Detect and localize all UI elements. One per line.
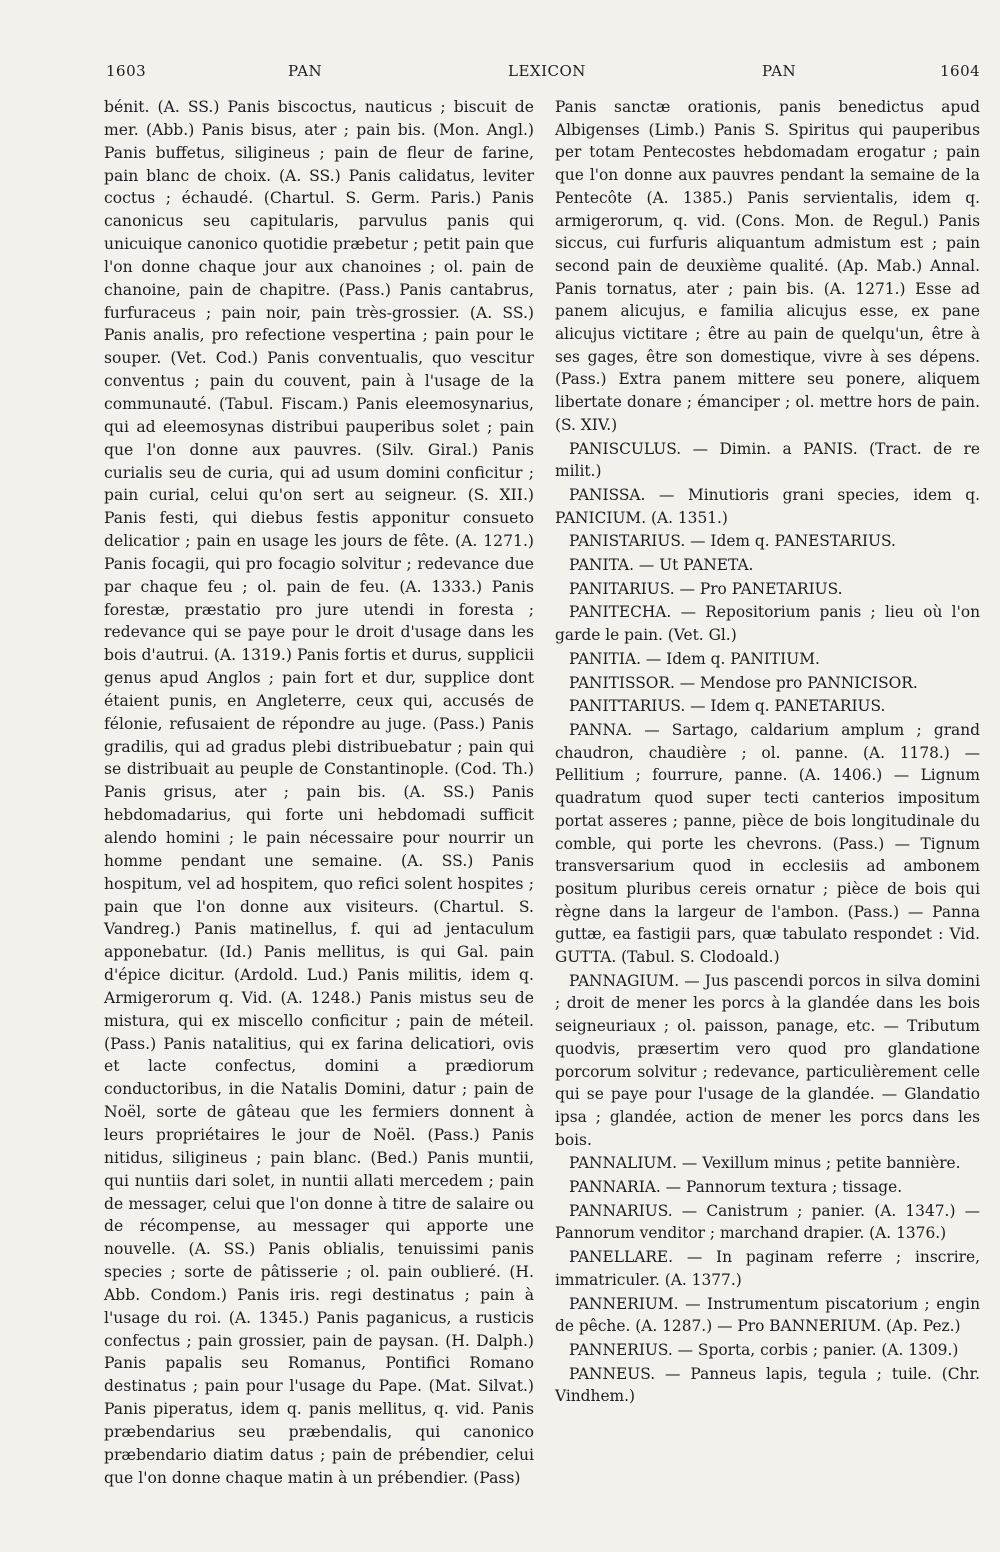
right-column (555, 96, 980, 1408)
entry-paniscuIus: PANISCULUS. — Dimin. a PANIS. (Tract. de re milit.) (555, 439, 980, 481)
entry-pannagium: PANNAGIUM. — Jus pascendi porcos in silva domini ; droit de mener les porcs à la glandée dans les bois seigneuriaux ; ol. paisson, panage, etc. — Tributum quodvis, præsertim vero quod pro glandatione porcorum solvitur ; redevance, particulièrement celle qui se paye pour l'usage de la glandée. — Glandatio ipsa ; glandée, action de mener les porcs dans les bois. (555, 971, 980, 1149)
entry-panitarius: PANITARIUS. — Pro PANETARIUS. (569, 579, 843, 598)
running-header (0, 62, 1000, 86)
entry-panitissor: PANITISSOR. — Mendose pro PANNICISOR. (569, 673, 918, 692)
page-number-right: 1604 (940, 62, 981, 80)
entry-panita: PANITA. — Ut PANETA. (569, 556, 754, 575)
entry-pannerium: PANNERIUM. — Instrumentum piscatorium ; engin de pêche. (A. 1287.) — Pro BANNERIUM. (Ap. Pez.) (555, 1294, 980, 1336)
entry-panitia: PANITIA. — Idem q. PANITIUM. (569, 649, 820, 668)
entry-pannaria: PANNARIA. — Pannorum textura ; tissage. (569, 1178, 903, 1197)
entry-panistarius: PANISTARIUS. — Idem q. PANESTARIUS. (569, 532, 896, 551)
entry-panneus: PANNEUS. — Panneus lapis, tegula ; tuile. (Chr. Vindhem.) (555, 1364, 980, 1406)
entry-pannarius: PANNARIUS. — Canistrum ; panier. (A. 1347.) — Pannorum venditor ; marchand drapier. (A. 1376.) (555, 1201, 980, 1243)
page-number-left: 1603 (106, 62, 147, 80)
entry-pannerius: PANNERIUS. — Sporta, corbis ; panier. (A. 1309.) (569, 1340, 959, 1359)
entry-panellare: PANELLARE. — In paginam referre ; inscrire, immatriculer. (A. 1377.) (555, 1248, 980, 1289)
entry-panitecha: PANITECHA. — Repositorium panis ; lieu où l'on garde le pain. (Vet. Gl.) (555, 603, 980, 645)
left-column-text: bénit. (A. SS.) Panis biscoctus, nauticus ; biscuit de mer. (Abb.) Panis bisus, ater ; pain bis. (Mon. Angl.) Panis buffetus, siligineus ; pain de fleur de farine, pain blanc de choix. (A. SS.) Panis calidatus, leviter coctus ; échaudé. (Chartul. S. Germ. Paris.) Panis canonicus seu capitularis, parvulus panis qui unicuique canonico quotidie præbetur ; petit pain que l'on donne chaque jour aux chanoines ; ol. pain de chanoine, pain de chapitre. (Pass.) Panis cantabrus, furfuraceus ; pain noir, pain très-grossier. (A. SS.) Panis analis, pro refectione vespertina ; pain pour le souper. (Vet. Cod.) Panis conventualis, quo vescitur conventus ; pain du couvent, pain à l'usage de la communauté. (Tabul. Fiscam.) Panis eleemosynarius, qui ad eleemosynas distribui pauperibus solet ; pain que l'on donne aux pauvres. (Silv. Giral.) Panis curialis seu de curia, qui ad usum domini conficitur ; pain curial, celui qu'on sert au seigneur. (S. XII.) Panis festi, qui diebus festis apponitur consueto delicatior ; pain en usage les jours de fête. (A. 1271.) Panis focagii, qui pro focagio solvitur ; redevance due par chaque feu ; ol. pain de feu. (A. 1333.) Panis forestæ, præstatio pro jure utendi in foresta ; redevance qui se paye pour le droit d'usage dans les bois d'autrui. (A. 1319.) Panis fortis et durus, supplicii genus apud Anglos ; pain fort et dur, supplice dont étaient punis, en Angleterre, ceux qui, accusés de félonie, refusaient de répondre au juge. (Pass.) Panis gradilis, qui ad gradus plebi distribuebatur ; pain qui se distribuait au peuple de Constantinople. (Cod. Th.) Panis grisus, ater ; pain bis. (A. SS.) Panis hebdomadarius, qui forte uni hebdomadi sufficit alendo homini ; le pain nécessaire pour nourrir un homme pendant une semaine. (A. SS.) Panis hospitum, vel ad hospitem, quo refici solent hospites ; pain que l'on donne aux visiteurs. (Chartul. S. Vandreg.) Panis matinellus, f. qui ad jentaculum apponebatur. (Id.) Panis mellitus, is qui Gal. pain d'épice dicitur. (Ardold. Lud.) Panis militis, idem q. Armigerorum q. Vid. (A. 1248.) Panis mistus seu de mistura, qui ex miscello conficitur ; pain de méteil. (Pass.) Panis natalitius, qui ex farina delicatiori, ovis et lacte confectus, domini a prædiorum conductoribus, in die Natalis Domini, datur ; pain de Noël, sorte de gâteau que les fermiers donnent à leurs propriétaires le jour de Noël. (Pass.) Panis nitidus, siligineus ; pain blanc. (Bed.) Panis muntii, qui nuntiis dari solet, in nuntii allati mercedem ; pain de messager, celui que l'on donne à titre de salaire ou de récompense, au messager qui apporte une nouvelle. (A. SS.) Panis oblialis, tenuissimi panis species ; sorte de pâtisserie ; ol. pain oublieré. (H. Abb. Condom.) Panis iris. regi destinatus ; pain à l'usage du roi. (A. 1345.) Panis paganicus, a rusticis confectus ; pain grossier, pain de paysan. (H. Dalph.) Panis papalis seu Romanus, Pontifici Romano destinatus ; pain pour l'usage du Pape. (Mat. Silvat.) Panis piperatus, idem q. panis mellitus, q. vid. Panis præbendarius seu præbendalis, qui canonico præbendario diatim datus ; pain de prébendier, celui que l'on donne chaque matin à un prébendier. (Pass) (104, 98, 534, 1487)
guide-word-right: PAN (762, 62, 797, 80)
entry-panna: PANNA. — Sartago, caldarium amplum ; grand chaudron, chaudière ; ol. panne. (A. 1178.) — Pellitium ; fourrure, panne. (A. 1406.) — Lignum quadratum quod super tecti canterios impositum portat asseres ; panne, pièce de bois longitudinale du comble, qui porte les chevrons. (Pass.) — Tignum transversarium quod in ecclesiis ad ambonem positum pluribus cereis ornatur ; pièce de bois qui règne dans la largeur de l'ambon. (Pass.) — Panna guttæ, ea fastigii pars, quæ tabulato respondet : Vid. GUTTA. (Tabul. S. Clodoald.) (555, 720, 980, 967)
entry-panittarius: PANITTARIUS. — Idem q. PANETARIUS. (569, 697, 886, 716)
guide-word-left: PAN (288, 62, 323, 80)
entry-pannalium: PANNALIUM. — Vexillum minus ; petite bannière. (569, 1154, 961, 1173)
header-title: LEXICON (508, 62, 586, 80)
entry-panissa: PANISSA. — Minutioris grani species, idem q. PANICIUM. (A. 1351.) (555, 485, 980, 527)
right-column-intro: Panis sanctæ orationis, panis benedictus apud Albigenses (Limb.) Panis S. Spiritus qui pauperibus per totam Pentecostes hebdomadam erogatur ; pain que l'on donne aux pauvres pendant la semaine de la Pentecôte (A. 1385.) Panis servientalis, idem q. armigerorum, q. vid. (Cons. Mon. de Regul.) Panis siccus, cui furfuris aliquantum admistum est ; pain second pain de deuxième qualité. (Ap. Mab.) Annal. Panis tornatus, ater ; pain bis. (A. 1271.) Esse ad panem alicujus, e familia alicujus esse, ex pane alicujus victitare ; être au pain de quelqu'un, être à ses gages, être son domestique, vivre à ses dépens. (Pass.) Extra panem mittere seu ponere, aliquem libertate donare ; émanciper ; ol. mettre hors de pain. (S. XIV.) (555, 98, 980, 434)
left-column (104, 96, 534, 1489)
